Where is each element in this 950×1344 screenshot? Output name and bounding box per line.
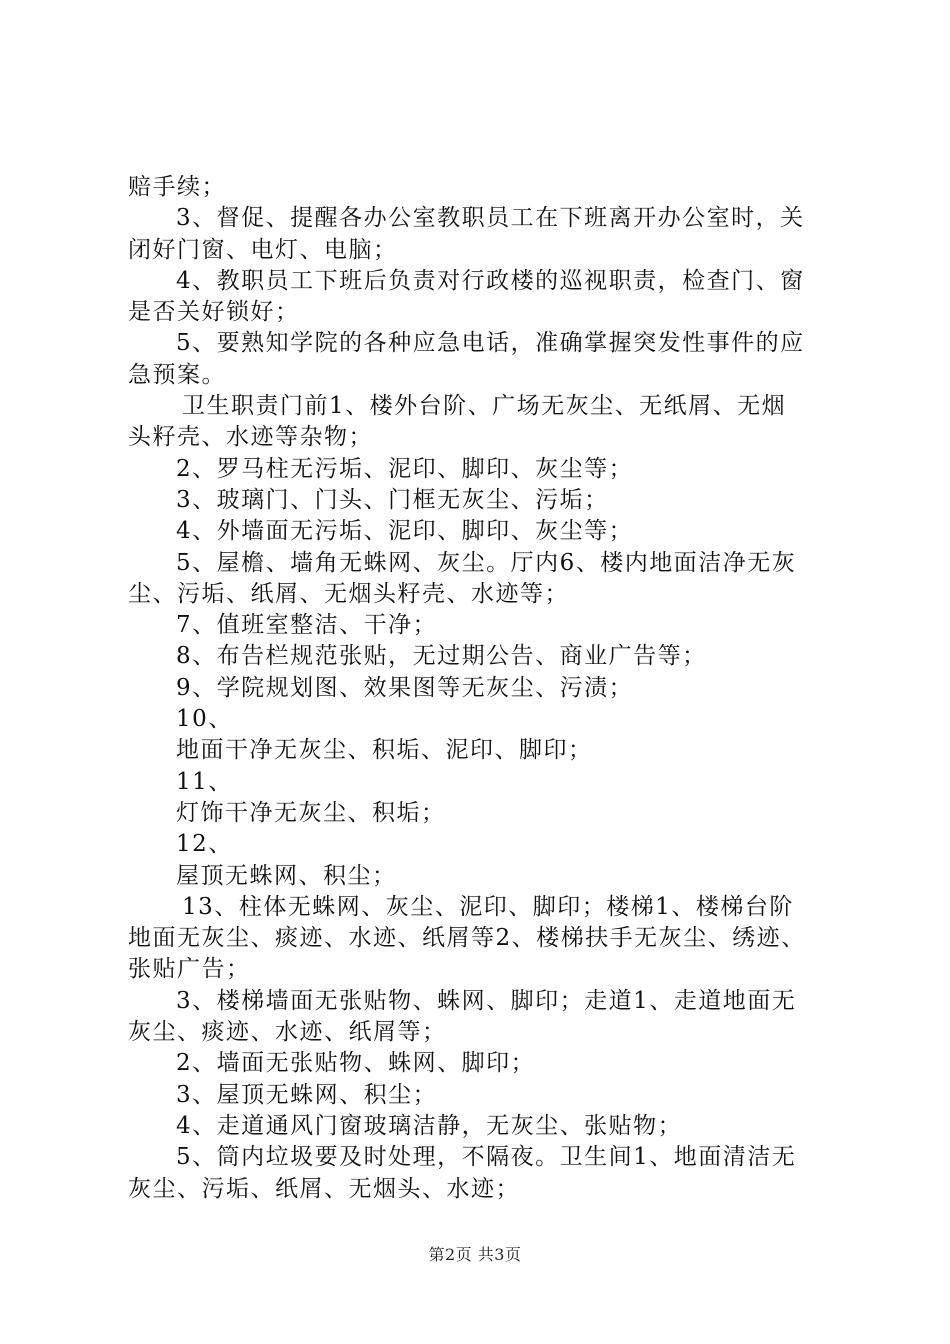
text-line: 5、筒内垃圾要及时处理，不隔夜。卫生间1、地面清洁无 bbox=[176, 1144, 797, 1171]
text-line: 3、屋顶无蛛网、积尘； bbox=[176, 1081, 438, 1108]
text-line: 尘、污垢、纸屑、无烟头籽壳、水迹等； bbox=[128, 580, 569, 607]
text-line: 11、 bbox=[176, 768, 233, 795]
text-line: 灰尘、痰迹、水迹、纸屑等； bbox=[128, 1019, 447, 1046]
text-line: 急预案。 bbox=[128, 361, 226, 388]
text-line: 灯饰干净无灰尘、积垢； bbox=[176, 799, 446, 826]
text-line: 10、 bbox=[176, 706, 233, 733]
text-line: 5、屋檐、墙角无蛛网、灰尘。厅内6、楼内地面洁净无灰 bbox=[176, 549, 797, 576]
text-line: 3、楼梯墙面无张贴物、蛛网、脚印；走道1、走道地面无 bbox=[176, 987, 797, 1014]
text-line: 卫生职责门前1、楼外台阶、广场无灰尘、无纸屑、无烟 bbox=[182, 393, 787, 420]
text-line: 2、墙面无张贴物、蛛网、脚印； bbox=[176, 1050, 536, 1077]
text-line: 灰尘、污垢、纸屑、无烟头、水迹； bbox=[128, 1175, 520, 1202]
text-line: 5、要熟知学院的各种应急电话，准确掌握突发性事件的应 bbox=[176, 330, 805, 357]
text-line: 是否关好锁好； bbox=[128, 299, 300, 326]
page-number-footer: 第2页 共3页 bbox=[428, 1245, 522, 1264]
text-line: 赔手续； bbox=[128, 174, 226, 200]
text-line: 2、罗马柱无污垢、泥印、脚印、灰尘等； bbox=[176, 455, 634, 482]
document-body bbox=[128, 172, 848, 1205]
text-line: 3、督促、提醒各办公室教职员工在下班离开办公室时，关 bbox=[176, 205, 805, 232]
text-line: 13、柱体无蛛网、灰尘、泥印、脚印；楼梯1、楼梯台阶 bbox=[182, 893, 794, 920]
text-line: 闭好门窗、电灯、电脑； bbox=[128, 236, 398, 263]
text-line: 地面无灰尘、痰迹、水迹、纸屑等2、楼梯扶手无灰尘、绣迹、 bbox=[128, 925, 806, 952]
text-line: 4、走道通风门窗玻璃洁静，无灰尘、张贴物； bbox=[176, 1112, 683, 1139]
text-line: 地面干净无灰尘、积垢、泥印、脚印； bbox=[176, 737, 593, 764]
text-line: 头籽壳、水迹等杂物； bbox=[128, 424, 373, 451]
text-line: 12、 bbox=[176, 831, 233, 858]
text-line: 4、外墙面无污垢、泥印、脚印、灰尘等； bbox=[176, 518, 634, 545]
text-line: 7、值班室整洁、干净； bbox=[176, 612, 438, 639]
text-line: 8、布告栏规范张贴，无过期公告、商业广告等； bbox=[176, 643, 707, 670]
text-line: 9、学院规划图、效果图等无灰尘、污渍； bbox=[176, 674, 634, 701]
text-line: 4、教职员工下班后负责对行政楼的巡视职责，检查门、窗 bbox=[176, 267, 805, 294]
text-line: 张贴广告； bbox=[128, 956, 251, 983]
text-line: 屋顶无蛛网、积尘； bbox=[176, 862, 397, 889]
text-line: 3、玻璃门、门头、门框无灰尘、污垢； bbox=[176, 486, 609, 513]
